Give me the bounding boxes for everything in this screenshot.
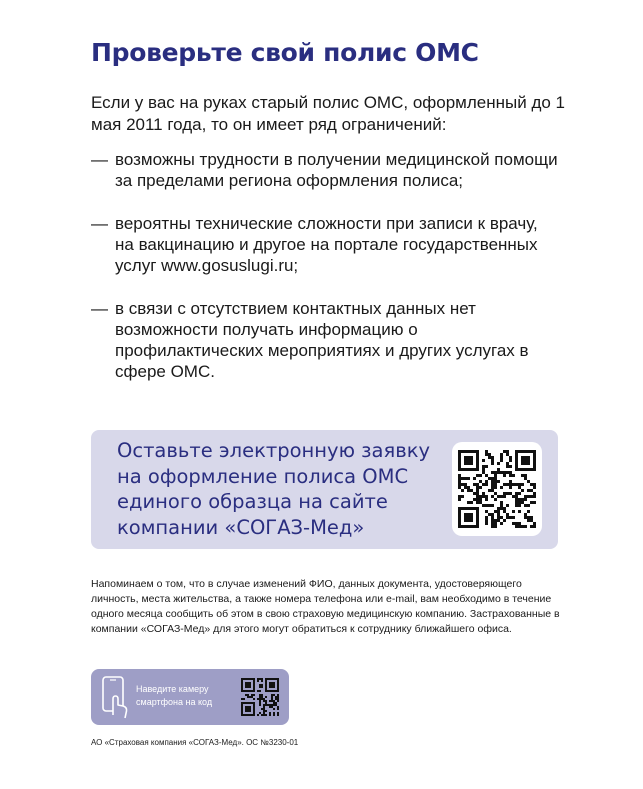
footer-license: АО «Страховая компания «СОГАЗ-Мед». ОС №3230-01	[91, 738, 299, 747]
page-title: Проверьте свой полис ОМС	[91, 38, 479, 67]
list-item-text: в связи с отсутствием контактных данных нет возможности получать информацию о профилактических мероприятиях и других услугах в сфере ОМС.	[115, 299, 529, 381]
dash-marker: —	[91, 150, 108, 169]
promo-text: Оставьте электронную заявку на оформление полиса ОМС единого образца на сайте компании «СОГАЗ-Мед»	[117, 439, 431, 539]
phone-tap-icon	[101, 675, 131, 719]
qr-code-icon[interactable]	[241, 678, 279, 716]
dash-marker: —	[91, 299, 108, 318]
dash-marker: —	[91, 214, 108, 233]
notice-text: Напоминаем о том, что в случае изменений ФИО, данных документа, удостоверяющего личность, места жительства, а также номера телефона или e-mail, вам необходимо в течение одного месяца сообщить об этом в свою страховую медицинскую компанию. Застрахованные в компании «СОГАЗ-Мед» для этого могут обратиться к сотруднику ближайшего офиса.	[91, 578, 560, 635]
intro-text: Если у вас на руках старый полис ОМС, оформленный до 1 мая 2011 года, то он имеет ряд ограничений:	[91, 93, 565, 134]
promo-banner	[91, 430, 558, 549]
qr-code-card[interactable]	[452, 442, 542, 536]
limitations-list	[91, 149, 561, 404]
list-item	[91, 149, 561, 191]
list-item	[91, 213, 561, 276]
list-item-text: возможны трудности в получении медицинской помощи за пределами региона оформления полиса;	[115, 150, 558, 190]
scan-instruction: Наведите камеру смартфона на код	[136, 684, 213, 707]
scan-banner	[91, 669, 289, 725]
list-item-text: вероятны технические сложности при записи к врачу, на вакцинацию и другое на портале государственных услуг www.gosuslugi.ru;	[115, 214, 538, 275]
list-item	[91, 298, 561, 382]
qr-code-icon[interactable]	[458, 450, 536, 528]
